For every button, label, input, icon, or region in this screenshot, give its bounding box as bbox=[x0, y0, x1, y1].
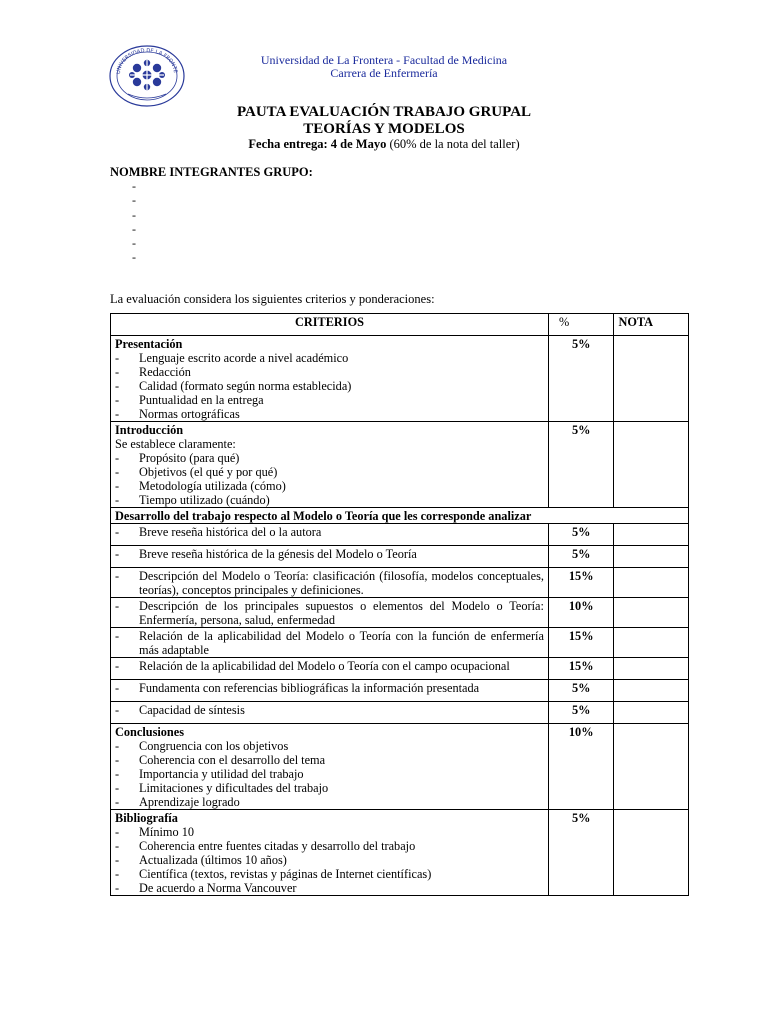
list-item: - Coherencia entre fuentes citadas y desarrollo del trabajo bbox=[115, 839, 416, 853]
percent-cell: 5% bbox=[548, 680, 614, 702]
list-item: - Mínimo 10 bbox=[115, 825, 194, 839]
member-line: - bbox=[132, 207, 136, 222]
list-item: - Calidad (formato según norma establecida) bbox=[115, 379, 352, 393]
criteria-cell: - Relación de la aplicabilidad del Modelo o Teoría con la función de enfermería más adaptable bbox=[111, 628, 549, 658]
header-percent: % bbox=[548, 314, 614, 336]
member-line: - bbox=[132, 179, 136, 193]
percent-cell: 15% bbox=[548, 628, 614, 658]
criteria-cell: - Capacidad de síntesis bbox=[111, 702, 549, 724]
criteria-cell: - Fundamenta con referencias bibliográficas la información presentada bbox=[111, 680, 549, 702]
criteria-cell bbox=[111, 422, 549, 508]
nota-cell[interactable] bbox=[614, 568, 689, 598]
table-row bbox=[111, 724, 689, 810]
due-date bbox=[0, 137, 768, 152]
header-nota: NOTA bbox=[614, 314, 689, 336]
member-line: - bbox=[132, 236, 136, 251]
list-item: - Redacción bbox=[115, 365, 191, 379]
logo-text: UNIVERSIDAD DE LA FRONTE bbox=[115, 47, 179, 75]
section-subtitle: Se establece claramente: bbox=[115, 437, 236, 451]
due-date-label: Fecha entrega: 4 de Mayo bbox=[248, 137, 387, 151]
nota-cell[interactable] bbox=[614, 680, 689, 702]
member-line: - bbox=[132, 193, 136, 208]
table-row bbox=[111, 598, 689, 628]
nota-cell[interactable] bbox=[614, 702, 689, 724]
group-members-label: NOMBRE INTEGRANTES GRUPO: bbox=[110, 165, 313, 179]
intro-text: La evaluación considera los siguientes criterios y ponderaciones: bbox=[110, 292, 435, 306]
header-criterios: CRITERIOS bbox=[111, 314, 549, 336]
list-item: - Congruencia con los objetivos bbox=[115, 739, 289, 753]
percent-cell: 10% bbox=[548, 598, 614, 628]
criteria-cell bbox=[111, 336, 549, 422]
nota-cell[interactable] bbox=[614, 598, 689, 628]
group-members-list bbox=[132, 179, 136, 265]
list-item: - Actualizada (últimos 10 años) bbox=[115, 853, 287, 867]
list-item: - Coherencia con el desarrollo del tema bbox=[115, 753, 326, 767]
table-row bbox=[111, 524, 689, 546]
percent-cell: 5% bbox=[548, 422, 614, 508]
table-row bbox=[111, 810, 689, 896]
list-item: - Lenguaje escrito acorde a nivel académico bbox=[115, 351, 349, 365]
table-row bbox=[111, 680, 689, 702]
institution-name: Universidad de La Frontera - Facultad de Medicina bbox=[260, 53, 508, 67]
table-row bbox=[111, 658, 689, 680]
member-line: - bbox=[132, 221, 136, 236]
member-line: - bbox=[132, 250, 136, 265]
section-title: Introducción bbox=[115, 423, 184, 437]
criteria-cell: - Descripción de los principales supuestos o elementos del Modelo o Teoría: Enfermería, persona, salud, enfermedad bbox=[111, 598, 549, 628]
section-title: Presentación bbox=[115, 337, 183, 351]
nota-cell[interactable] bbox=[614, 658, 689, 680]
section-title: Desarrollo del trabajo respecto al Modelo o Teoría que les corresponde analizar bbox=[111, 508, 689, 524]
criteria-table bbox=[110, 313, 689, 896]
table-row bbox=[111, 702, 689, 724]
list-item: - Puntualidad en la entrega bbox=[115, 393, 264, 407]
table-row bbox=[111, 568, 689, 598]
nota-cell[interactable] bbox=[614, 628, 689, 658]
table-row bbox=[111, 508, 689, 524]
list-item: - De acuerdo a Norma Vancouver bbox=[115, 881, 297, 895]
list-item: - Importancia y utilidad del trabajo bbox=[115, 767, 304, 781]
percent-cell: 15% bbox=[548, 658, 614, 680]
percent-cell: 5% bbox=[548, 546, 614, 568]
percent-cell: 5% bbox=[548, 336, 614, 422]
list-item: - Tiempo utilizado (cuándo) bbox=[115, 493, 270, 507]
percent-cell: 5% bbox=[548, 810, 614, 896]
section-title: Bibliografía bbox=[115, 811, 178, 825]
nota-cell[interactable] bbox=[614, 336, 689, 422]
list-item: - Propósito (para qué) bbox=[115, 451, 240, 465]
percent-cell: 15% bbox=[548, 568, 614, 598]
criteria-cell: - Descripción del Modelo o Teoría: clasificación (filosofía, modelos conceptuales, teorías), conceptos principales y definiciones. bbox=[111, 568, 549, 598]
list-item: - Aprendizaje logrado bbox=[115, 795, 240, 809]
criteria-cell: - Breve reseña histórica del o la autora bbox=[111, 524, 549, 546]
criteria-cell: - Breve reseña histórica de la génesis del Modelo o Teoría bbox=[111, 546, 549, 568]
percent-cell: 10% bbox=[548, 724, 614, 810]
criteria-cell bbox=[111, 810, 549, 896]
nota-cell[interactable] bbox=[614, 724, 689, 810]
criteria-cell: - Relación de la aplicabilidad del Modelo o Teoría con el campo ocupacional bbox=[111, 658, 549, 680]
list-item: - Normas ortográficas bbox=[115, 407, 240, 421]
document-title: PAUTA EVALUACIÓN TRABAJO GRUPAL bbox=[236, 104, 532, 120]
list-item: - Objetivos (el qué y por qué) bbox=[115, 465, 278, 479]
document-subtitle: TEORÍAS Y MODELOS bbox=[303, 121, 465, 137]
nota-cell[interactable] bbox=[614, 422, 689, 508]
percent-cell: 5% bbox=[548, 702, 614, 724]
list-item: - Limitaciones y dificultades del trabajo bbox=[115, 781, 329, 795]
nota-cell[interactable] bbox=[614, 810, 689, 896]
list-item: - Metodología utilizada (cómo) bbox=[115, 479, 286, 493]
table-row bbox=[111, 628, 689, 658]
percent-cell: 5% bbox=[548, 524, 614, 546]
criteria-cell bbox=[111, 724, 549, 810]
table-row bbox=[111, 422, 689, 508]
nota-cell[interactable] bbox=[614, 524, 689, 546]
list-item: - Científica (textos, revistas y páginas de Internet científicas) bbox=[115, 867, 432, 881]
due-date-note: (60% de la nota del taller) bbox=[386, 137, 520, 151]
section-title: Conclusiones bbox=[115, 725, 185, 739]
table-header-row bbox=[111, 314, 689, 336]
career-name: Carrera de Enfermería bbox=[330, 66, 438, 80]
table-row bbox=[111, 546, 689, 568]
nota-cell[interactable] bbox=[614, 546, 689, 568]
table-row bbox=[111, 336, 689, 422]
